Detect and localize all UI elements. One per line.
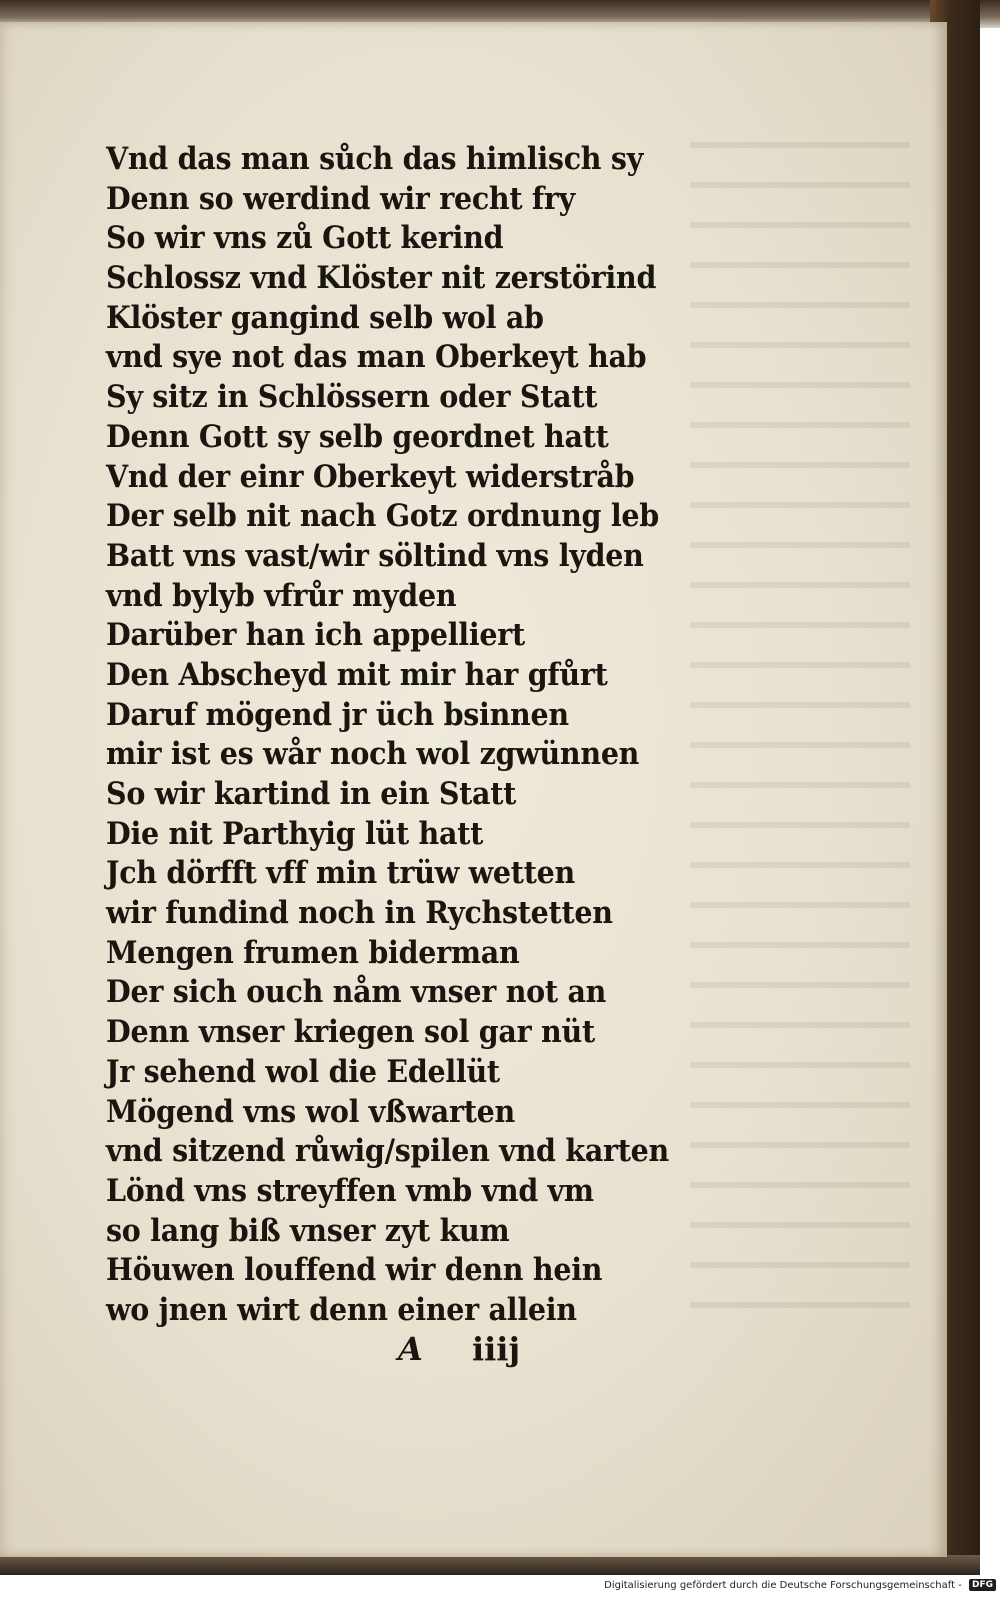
verse-line: So wir vns zů Gott kerind xyxy=(106,220,504,257)
verse-line: vnd sye not das man Oberkeyt hab xyxy=(106,339,647,376)
verse-line: Denn vnser kriegen sol gar nüt xyxy=(106,1014,595,1051)
verse-line: Batt vns vast/wir söltind vns lyden xyxy=(106,537,644,574)
show-through-text xyxy=(690,142,910,1342)
verse-line: Jr sehend wol die Edellüt xyxy=(106,1053,500,1090)
verse-line: Sy sitz in Schlössern oder Statt xyxy=(106,379,598,416)
verse-line: Der selb nit nach Gotz ordnung leb xyxy=(106,498,659,535)
verse-line: Den Abscheyd mit mir har gfůrt xyxy=(106,656,608,693)
verse-line: Der sich ouch nåm vnser not an xyxy=(106,974,607,1011)
verse-line: Vnd das man sůch das himlisch sy xyxy=(106,141,643,177)
verse-line: so lang biß vnser zyt kum xyxy=(106,1212,510,1249)
verse-line: Daruf mögend jr üch bsinnen xyxy=(106,696,569,733)
signature-numeral: iiij xyxy=(471,1330,521,1368)
verse-line: mir ist es wår noch wol zgwünnen xyxy=(106,736,640,773)
dfg-logo: DFG xyxy=(969,1579,996,1591)
verse-line: Mengen frumen biderman xyxy=(106,934,520,971)
signature-letter: A xyxy=(398,1330,423,1368)
verse-text-block xyxy=(106,140,686,1331)
verse-line: Schlossz vnd Klöster nit zerstörind xyxy=(106,260,657,297)
signature-mark xyxy=(398,1330,520,1368)
dfg-credit-text: Digitalisierung gefördert durch die Deutsche Forschungsgemeinschaft - xyxy=(604,1580,962,1591)
verse-line: Lönd vns streyffen vmb vnd vm xyxy=(106,1172,594,1209)
verse-line: Klöster gangind selb wol ab xyxy=(106,299,544,336)
bottom-edge-strip xyxy=(0,1555,980,1575)
verse-line: Denn Gott sy selb geordnet hatt xyxy=(106,418,609,455)
verse-line: wo jnen wirt denn einer allein xyxy=(106,1291,577,1328)
dfg-credit xyxy=(604,1579,996,1591)
verse-line: Vnd der einr Oberkeyt widerstråb xyxy=(106,458,635,495)
verse-line: vnd bylyb vfrůr myden xyxy=(106,577,457,614)
verse-line: vnd sitzend růwig/spilen vnd karten xyxy=(106,1133,670,1170)
verse-line: So wir kartind in ein Statt xyxy=(106,776,517,812)
verse-line: Denn so werdind wir recht fry xyxy=(106,180,575,217)
verse-line: Die nit Parthyig lüt hatt xyxy=(106,815,484,852)
verse-line: Höuwen louffend wir denn hein xyxy=(106,1252,603,1289)
verse-line: Mögend vns wol vßwarten xyxy=(106,1093,515,1130)
verse-line: Darüber han ich appelliert xyxy=(106,617,525,654)
verse-line: Jch dörfft vff min trüw wetten xyxy=(106,855,575,892)
verse-line: wir fundind noch in Rychstetten xyxy=(106,895,613,932)
